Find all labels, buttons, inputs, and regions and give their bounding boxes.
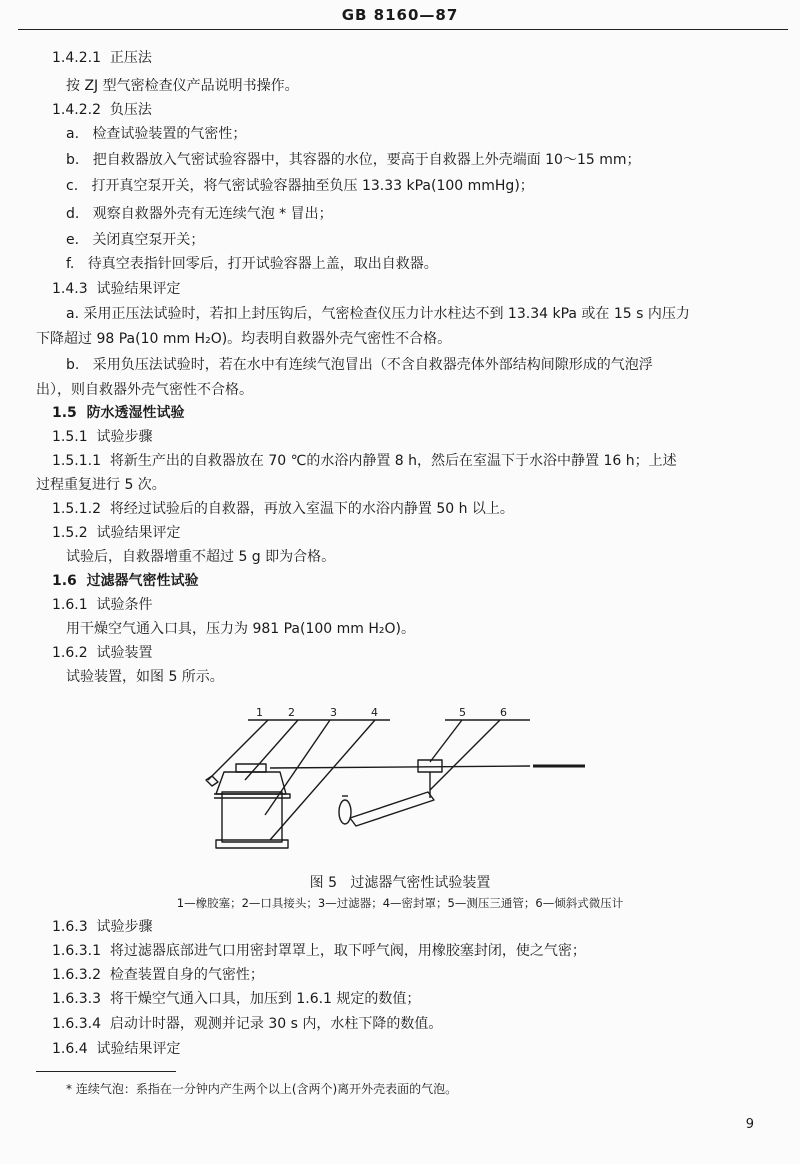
page-header: GB 8160—87	[341, 6, 459, 24]
filter-body	[222, 792, 282, 842]
figure-caption: 图 5 过滤器气密性试验装置	[309, 875, 491, 891]
leader-2	[245, 720, 298, 780]
clause-1-4-2-1: 1.4.2.1 正压法	[52, 50, 152, 66]
leader-5	[430, 720, 462, 762]
rubber-plug	[206, 776, 218, 786]
paragraph-continuation: 下降超过 98 Pa(10 mm H₂O)。均表明自救器外壳气密性不合格。	[36, 331, 452, 347]
figure-5-diagram	[190, 700, 610, 860]
paragraph: 试验装置，如图 5 所示。	[66, 669, 224, 685]
figure-label: 1	[256, 706, 263, 719]
paragraph: 按 ZJ 型气密检查仪产品说明书操作。	[66, 78, 299, 94]
figure-label: 2	[288, 706, 295, 719]
figure-label: 5	[459, 706, 466, 719]
list-item-a: a. 检查试验装置的气密性；	[66, 126, 247, 142]
section-1-5-heading: 1.5 防水透湿性试验	[52, 405, 185, 421]
clause-1-5-2: 1.5.2 试验结果评定	[52, 525, 181, 541]
paragraph-continuation: 过程重复进行 5 次。	[36, 477, 166, 493]
header-rule	[18, 29, 788, 30]
footnote-rule	[36, 1071, 176, 1072]
figure-label: 6	[500, 706, 507, 719]
seal-hood-base	[216, 840, 288, 848]
list-item-b: b. 采用负压法试验时，若在水中有连续气泡冒出（不含自救器壳体外部结构间隙形成的气泡浮	[66, 357, 653, 373]
list-item-d: d. 观察自救器外壳有无连续气泡 * 冒出；	[66, 206, 333, 222]
clause-1-6-4: 1.6.4 试验结果评定	[52, 1041, 181, 1057]
leader-1	[208, 720, 268, 780]
air-line	[270, 766, 530, 768]
leader-6	[430, 720, 500, 790]
figure-label: 4	[371, 706, 378, 719]
clause-1-6-3-2: 1.6.3.2 检查装置自身的气密性；	[52, 967, 264, 983]
clause-1-6-2: 1.6.2 试验装置	[52, 645, 153, 661]
leader-4	[270, 720, 375, 840]
clause-1-5-1-2: 1.5.1.2 将经过试验后的自救器，再放入室温下的水浴内静置 50 h 以上。	[52, 501, 514, 517]
filter-cap	[216, 772, 286, 794]
section-1-6-heading: 1.6 过滤器气密性试验	[52, 573, 199, 589]
list-item-e: e. 关闭真空泵开关；	[66, 232, 205, 248]
clause-1-6-1: 1.6.1 试验条件	[52, 597, 153, 613]
clause-1-6-3-3: 1.6.3.3 将干燥空气通入口具，加压到 1.6.1 规定的数值；	[52, 991, 421, 1007]
clause-1-6-3-1: 1.6.3.1 将过滤器底部进气口用密封罩罩上，取下呼气阀，用橡胶塞封闭，使之气密；	[52, 943, 586, 959]
clause-1-4-2-2: 1.4.2.2 负压法	[52, 102, 152, 118]
figure-label: 3	[330, 706, 337, 719]
paragraph: 用干燥空气通入口具，压力为 981 Pa(100 mm H₂O)。	[66, 621, 415, 637]
clause-1-4-3: 1.4.3 试验结果评定	[52, 281, 181, 297]
clause-1-5-1-1: 1.5.1.1 将新生产出的自救器放在 70 ℃的水浴内静置 8 h，然后在室温下于水浴中静置 16 h；上述	[52, 453, 677, 469]
paragraph: a. 采用正压法试验时，若扣上封压钩后，气密检查仪压力计水柱达不到 13.34 kPa 或在 15 s 内压力	[66, 306, 690, 322]
manometer-reservoir	[339, 800, 351, 824]
page-number: 9	[745, 1117, 754, 1132]
list-item-b: b. 把自救器放入气密试验容器中，其容器的水位，要高于自救器上外壳端面 10～15 mm；	[66, 152, 641, 168]
footnote: * 连续气泡：系指在一分钟内产生两个以上(含两个)离开外壳表面的气泡。	[66, 1082, 458, 1096]
list-item-c: c. 打开真空泵开关，将气密试验容器抽至负压 13.33 kPa(100 mmHg)；	[66, 178, 534, 194]
inclined-tube	[350, 792, 434, 826]
paragraph: 试验后，自救器增重不超过 5 g 即为合格。	[66, 549, 336, 565]
figure-legend: 1—橡胶塞；2—口具接头；3—过滤器；4—密封罩；5—测压三通管；6—倾斜式微压计	[176, 896, 624, 910]
clause-1-5-1: 1.5.1 试验步骤	[52, 429, 153, 445]
list-item-f: f. 待真空表指针回零后，打开试验容器上盖，取出自救器。	[66, 256, 438, 272]
clause-1-6-3: 1.6.3 试验步骤	[52, 919, 153, 935]
mouthpiece-connector	[236, 764, 266, 772]
paragraph-continuation: 出），则自救器外壳气密性不合格。	[36, 382, 253, 398]
clause-1-6-3-4: 1.6.3.4 启动计时器，观测并记录 30 s 内，水柱下降的数值。	[52, 1016, 443, 1032]
